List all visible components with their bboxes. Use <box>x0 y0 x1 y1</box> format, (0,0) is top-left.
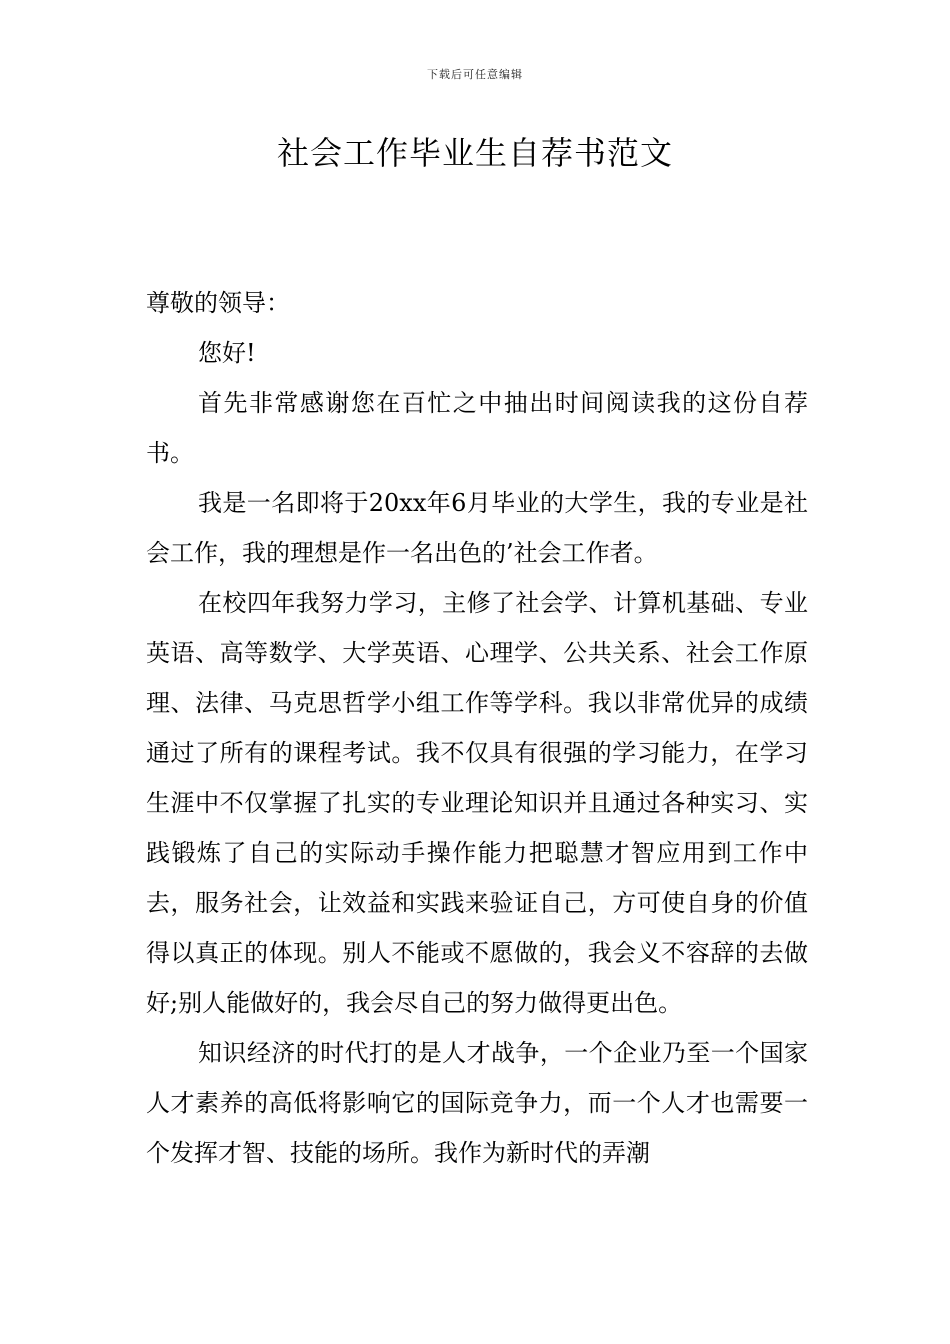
header-note: 下载后可任意编辑 <box>427 68 523 81</box>
greeting: 您好! <box>198 339 256 367</box>
document-body <box>146 278 808 1178</box>
paragraph-3: 在校四年我努力学习，主修了社会学、计算机基础、专业英语、高等数学、大学英语、心理学、公共关系、社会工作原理、法律、马克思哲学小组工作等学科。我以非常优异的成绩通过了所有的课程考试。我不仅具有很强的学习能力，在学习生涯中不仅掌握了扎实的专业理论知识并且通过各种实习、实践锻炼了自己的实际动手操作能力把聪慧才智应用到工作中去，服务社会，让效益和实践来验证自己，方可使自身的价值得以真正的体现。别人不能或不愿做的，我会义不容辞的去做好;别人能做好的，我会尽自己的努力做得更出色。 <box>146 589 808 1017</box>
salutation: 尊敬的领导： <box>146 289 290 317</box>
document-title: 社会工作毕业生自荐书范文 <box>276 134 673 172</box>
paragraph-2: 我是一名即将于20xx年6月毕业的大学生，我的专业是社会工作，我的理想是作一名出色的’社会工作者。 <box>146 489 808 567</box>
paragraph-4: 知识经济的时代打的是人才战争，一个企业乃至一个国家人才素养的高低将影响它的国际竞争力，而一个人才也需要一个发挥才智、技能的场所。我作为新时代的弄潮 <box>146 1039 808 1167</box>
paragraph-1: 首先非常感谢您在百忙之中抽出时间阅读我的这份自荐书。 <box>146 389 808 467</box>
